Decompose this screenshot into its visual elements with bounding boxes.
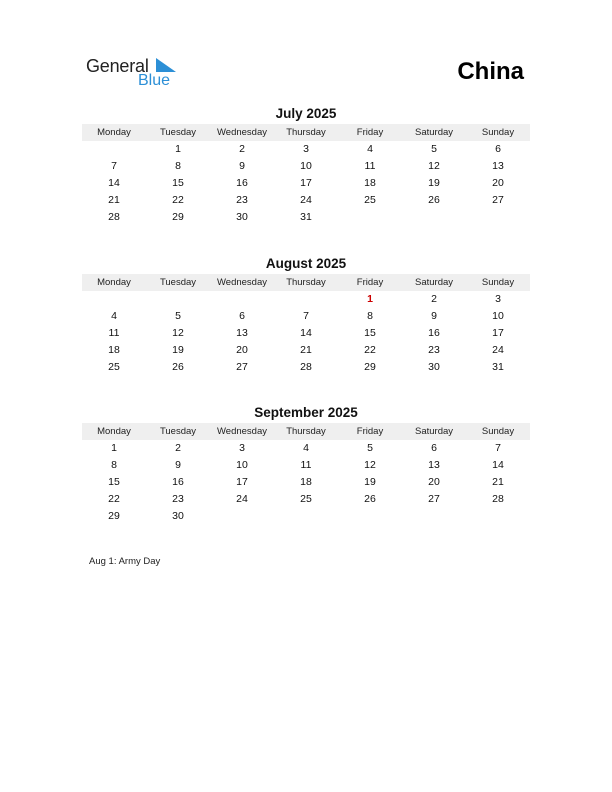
weekday-label: Friday bbox=[356, 277, 384, 288]
day-cell: 25 bbox=[300, 493, 312, 505]
weekday-label: Sunday bbox=[481, 277, 515, 288]
day-cell: 7 bbox=[495, 442, 501, 454]
day-cell: 28 bbox=[492, 493, 504, 505]
day-cell: 17 bbox=[492, 327, 504, 339]
weekday-label: Thursday bbox=[286, 127, 326, 138]
day-cell bbox=[210, 291, 274, 308]
month-september bbox=[82, 405, 530, 525]
day-cell: 11 bbox=[364, 160, 376, 172]
month-august bbox=[82, 256, 530, 376]
day-cell: 19 bbox=[172, 344, 184, 356]
day-cell: 15 bbox=[108, 476, 120, 488]
day-cell: 22 bbox=[364, 344, 376, 356]
week-row bbox=[82, 209, 530, 226]
day-cell: 20 bbox=[428, 476, 440, 488]
weekday-label: Wednesday bbox=[217, 277, 267, 288]
month-grid bbox=[82, 141, 530, 226]
weekday-label: Friday bbox=[356, 127, 384, 138]
month-grid bbox=[82, 291, 530, 376]
day-cell: 7 bbox=[111, 160, 117, 172]
day-cell: 18 bbox=[364, 177, 376, 189]
day-cell: 13 bbox=[428, 459, 440, 471]
day-cell: 6 bbox=[495, 143, 501, 155]
day-cell: 3 bbox=[495, 293, 501, 305]
weekday-label: Wednesday bbox=[217, 127, 267, 138]
day-cell: 26 bbox=[428, 194, 440, 206]
day-cell: 12 bbox=[364, 459, 376, 471]
day-cell: 14 bbox=[300, 327, 312, 339]
day-cell: 29 bbox=[172, 211, 184, 223]
day-cell: 5 bbox=[175, 310, 181, 322]
week-row bbox=[82, 342, 530, 359]
month-july bbox=[82, 106, 530, 226]
day-cell: 23 bbox=[236, 194, 248, 206]
day-cell: 6 bbox=[431, 442, 437, 454]
week-row bbox=[82, 158, 530, 175]
day-cell: 4 bbox=[367, 143, 373, 155]
month-title: September 2025 bbox=[254, 405, 358, 420]
day-cell: 29 bbox=[364, 361, 376, 373]
day-cell: 17 bbox=[236, 476, 248, 488]
weekday-label: Monday bbox=[97, 426, 131, 437]
day-cell: 5 bbox=[431, 143, 437, 155]
day-cell: 25 bbox=[108, 361, 120, 373]
day-cell: 28 bbox=[300, 361, 312, 373]
day-cell: 4 bbox=[303, 442, 309, 454]
week-row bbox=[82, 508, 530, 525]
holiday-notes bbox=[89, 556, 160, 567]
day-cell: 10 bbox=[492, 310, 504, 322]
weekday-label: Tuesday bbox=[159, 127, 197, 138]
day-cell: 21 bbox=[108, 194, 120, 206]
week-row bbox=[82, 491, 530, 508]
day-cell: 27 bbox=[236, 361, 248, 373]
day-cell: 27 bbox=[428, 493, 440, 505]
day-cell: 26 bbox=[172, 361, 184, 373]
day-cell: 11 bbox=[300, 459, 312, 471]
month-title: August 2025 bbox=[265, 256, 347, 271]
day-cell: 10 bbox=[300, 160, 312, 172]
day-cell bbox=[338, 209, 402, 226]
day-cell: 22 bbox=[172, 194, 184, 206]
weekday-label: Monday bbox=[97, 277, 131, 288]
day-cell bbox=[338, 508, 402, 525]
day-cell: 30 bbox=[428, 361, 440, 373]
day-cell: 1 bbox=[367, 293, 373, 305]
day-cell: 13 bbox=[492, 160, 504, 172]
day-cell: 20 bbox=[492, 177, 504, 189]
day-cell: 17 bbox=[300, 177, 312, 189]
day-cell: 8 bbox=[111, 459, 117, 471]
brand-name-general: General bbox=[86, 56, 149, 76]
day-cell: 11 bbox=[108, 327, 120, 339]
day-cell bbox=[82, 291, 146, 308]
day-cell: 24 bbox=[236, 493, 248, 505]
day-cell bbox=[274, 508, 338, 525]
day-cell: 18 bbox=[300, 476, 312, 488]
country-title: China bbox=[457, 58, 524, 85]
day-cell: 12 bbox=[172, 327, 184, 339]
day-cell: 1 bbox=[175, 143, 181, 155]
day-cell: 9 bbox=[175, 459, 181, 471]
brand-triangle-icon bbox=[156, 58, 176, 72]
day-cell: 1 bbox=[111, 442, 117, 454]
week-row bbox=[82, 325, 530, 342]
week-row bbox=[82, 175, 530, 192]
day-cell: 15 bbox=[172, 177, 184, 189]
weekday-label: Tuesday bbox=[159, 277, 197, 288]
day-cell: 31 bbox=[492, 361, 504, 373]
day-cell bbox=[146, 291, 210, 308]
day-cell: 18 bbox=[108, 344, 120, 356]
day-cell: 14 bbox=[492, 459, 504, 471]
weekday-label: Monday bbox=[97, 127, 131, 138]
day-cell: 29 bbox=[108, 510, 120, 522]
day-cell bbox=[466, 508, 530, 525]
weekday-label: Sunday bbox=[481, 426, 515, 437]
holiday-note: Aug 1: Army Day bbox=[89, 556, 161, 567]
day-cell: 16 bbox=[428, 327, 440, 339]
day-cell bbox=[402, 209, 466, 226]
day-cell: 23 bbox=[172, 493, 184, 505]
week-row bbox=[82, 359, 530, 376]
brand-logo bbox=[86, 56, 186, 92]
day-cell: 22 bbox=[108, 493, 120, 505]
day-cell: 28 bbox=[108, 211, 120, 223]
week-row bbox=[82, 308, 530, 325]
day-cell: 16 bbox=[172, 476, 184, 488]
day-cell: 30 bbox=[172, 510, 184, 522]
day-cell: 30 bbox=[236, 211, 248, 223]
day-cell: 5 bbox=[367, 442, 373, 454]
weekday-header bbox=[82, 274, 530, 291]
day-cell: 8 bbox=[367, 310, 373, 322]
day-cell: 2 bbox=[431, 293, 437, 305]
day-cell: 3 bbox=[303, 143, 309, 155]
day-cell: 4 bbox=[111, 310, 117, 322]
day-cell: 25 bbox=[364, 194, 376, 206]
day-cell: 2 bbox=[239, 143, 245, 155]
month-grid bbox=[82, 440, 530, 525]
weekday-label: Tuesday bbox=[159, 426, 197, 437]
day-cell bbox=[82, 141, 146, 158]
day-cell: 19 bbox=[364, 476, 376, 488]
weekday-label: Wednesday bbox=[217, 426, 267, 437]
day-cell: 27 bbox=[492, 194, 504, 206]
week-row bbox=[82, 457, 530, 474]
day-cell bbox=[274, 291, 338, 308]
week-row bbox=[82, 192, 530, 209]
weekday-header bbox=[82, 423, 530, 440]
day-cell: 7 bbox=[303, 310, 309, 322]
weekday-label: Saturday bbox=[414, 426, 454, 437]
week-row bbox=[82, 474, 530, 491]
day-cell: 6 bbox=[239, 310, 245, 322]
weekday-label: Thursday bbox=[286, 426, 326, 437]
day-cell: 31 bbox=[300, 211, 312, 223]
day-cell: 23 bbox=[428, 344, 440, 356]
day-cell: 16 bbox=[236, 177, 248, 189]
month-title: July 2025 bbox=[275, 106, 337, 121]
week-row bbox=[82, 291, 530, 308]
day-cell bbox=[210, 508, 274, 525]
weekday-label: Saturday bbox=[414, 127, 454, 138]
weekday-label: Saturday bbox=[414, 277, 454, 288]
day-cell: 14 bbox=[108, 177, 120, 189]
day-cell: 2 bbox=[175, 442, 181, 454]
day-cell bbox=[402, 508, 466, 525]
day-cell: 20 bbox=[236, 344, 248, 356]
weekday-label: Sunday bbox=[481, 127, 515, 138]
day-cell: 15 bbox=[364, 327, 376, 339]
day-cell: 13 bbox=[236, 327, 248, 339]
day-cell: 24 bbox=[300, 194, 312, 206]
brand-name-blue: Blue bbox=[138, 72, 171, 89]
day-cell: 3 bbox=[239, 442, 245, 454]
weekday-header bbox=[82, 124, 530, 141]
day-cell: 12 bbox=[428, 160, 440, 172]
week-row bbox=[82, 440, 530, 457]
day-cell: 24 bbox=[492, 344, 504, 356]
day-cell bbox=[466, 209, 530, 226]
day-cell: 19 bbox=[428, 177, 440, 189]
day-cell: 26 bbox=[364, 493, 376, 505]
day-cell: 10 bbox=[236, 459, 248, 471]
day-cell: 8 bbox=[175, 160, 181, 172]
weekday-label: Thursday bbox=[286, 277, 326, 288]
day-cell: 9 bbox=[239, 160, 245, 172]
day-cell: 21 bbox=[300, 344, 312, 356]
week-row bbox=[82, 141, 530, 158]
day-cell: 21 bbox=[492, 476, 504, 488]
day-cell: 9 bbox=[431, 310, 437, 322]
weekday-label: Friday bbox=[356, 426, 384, 437]
